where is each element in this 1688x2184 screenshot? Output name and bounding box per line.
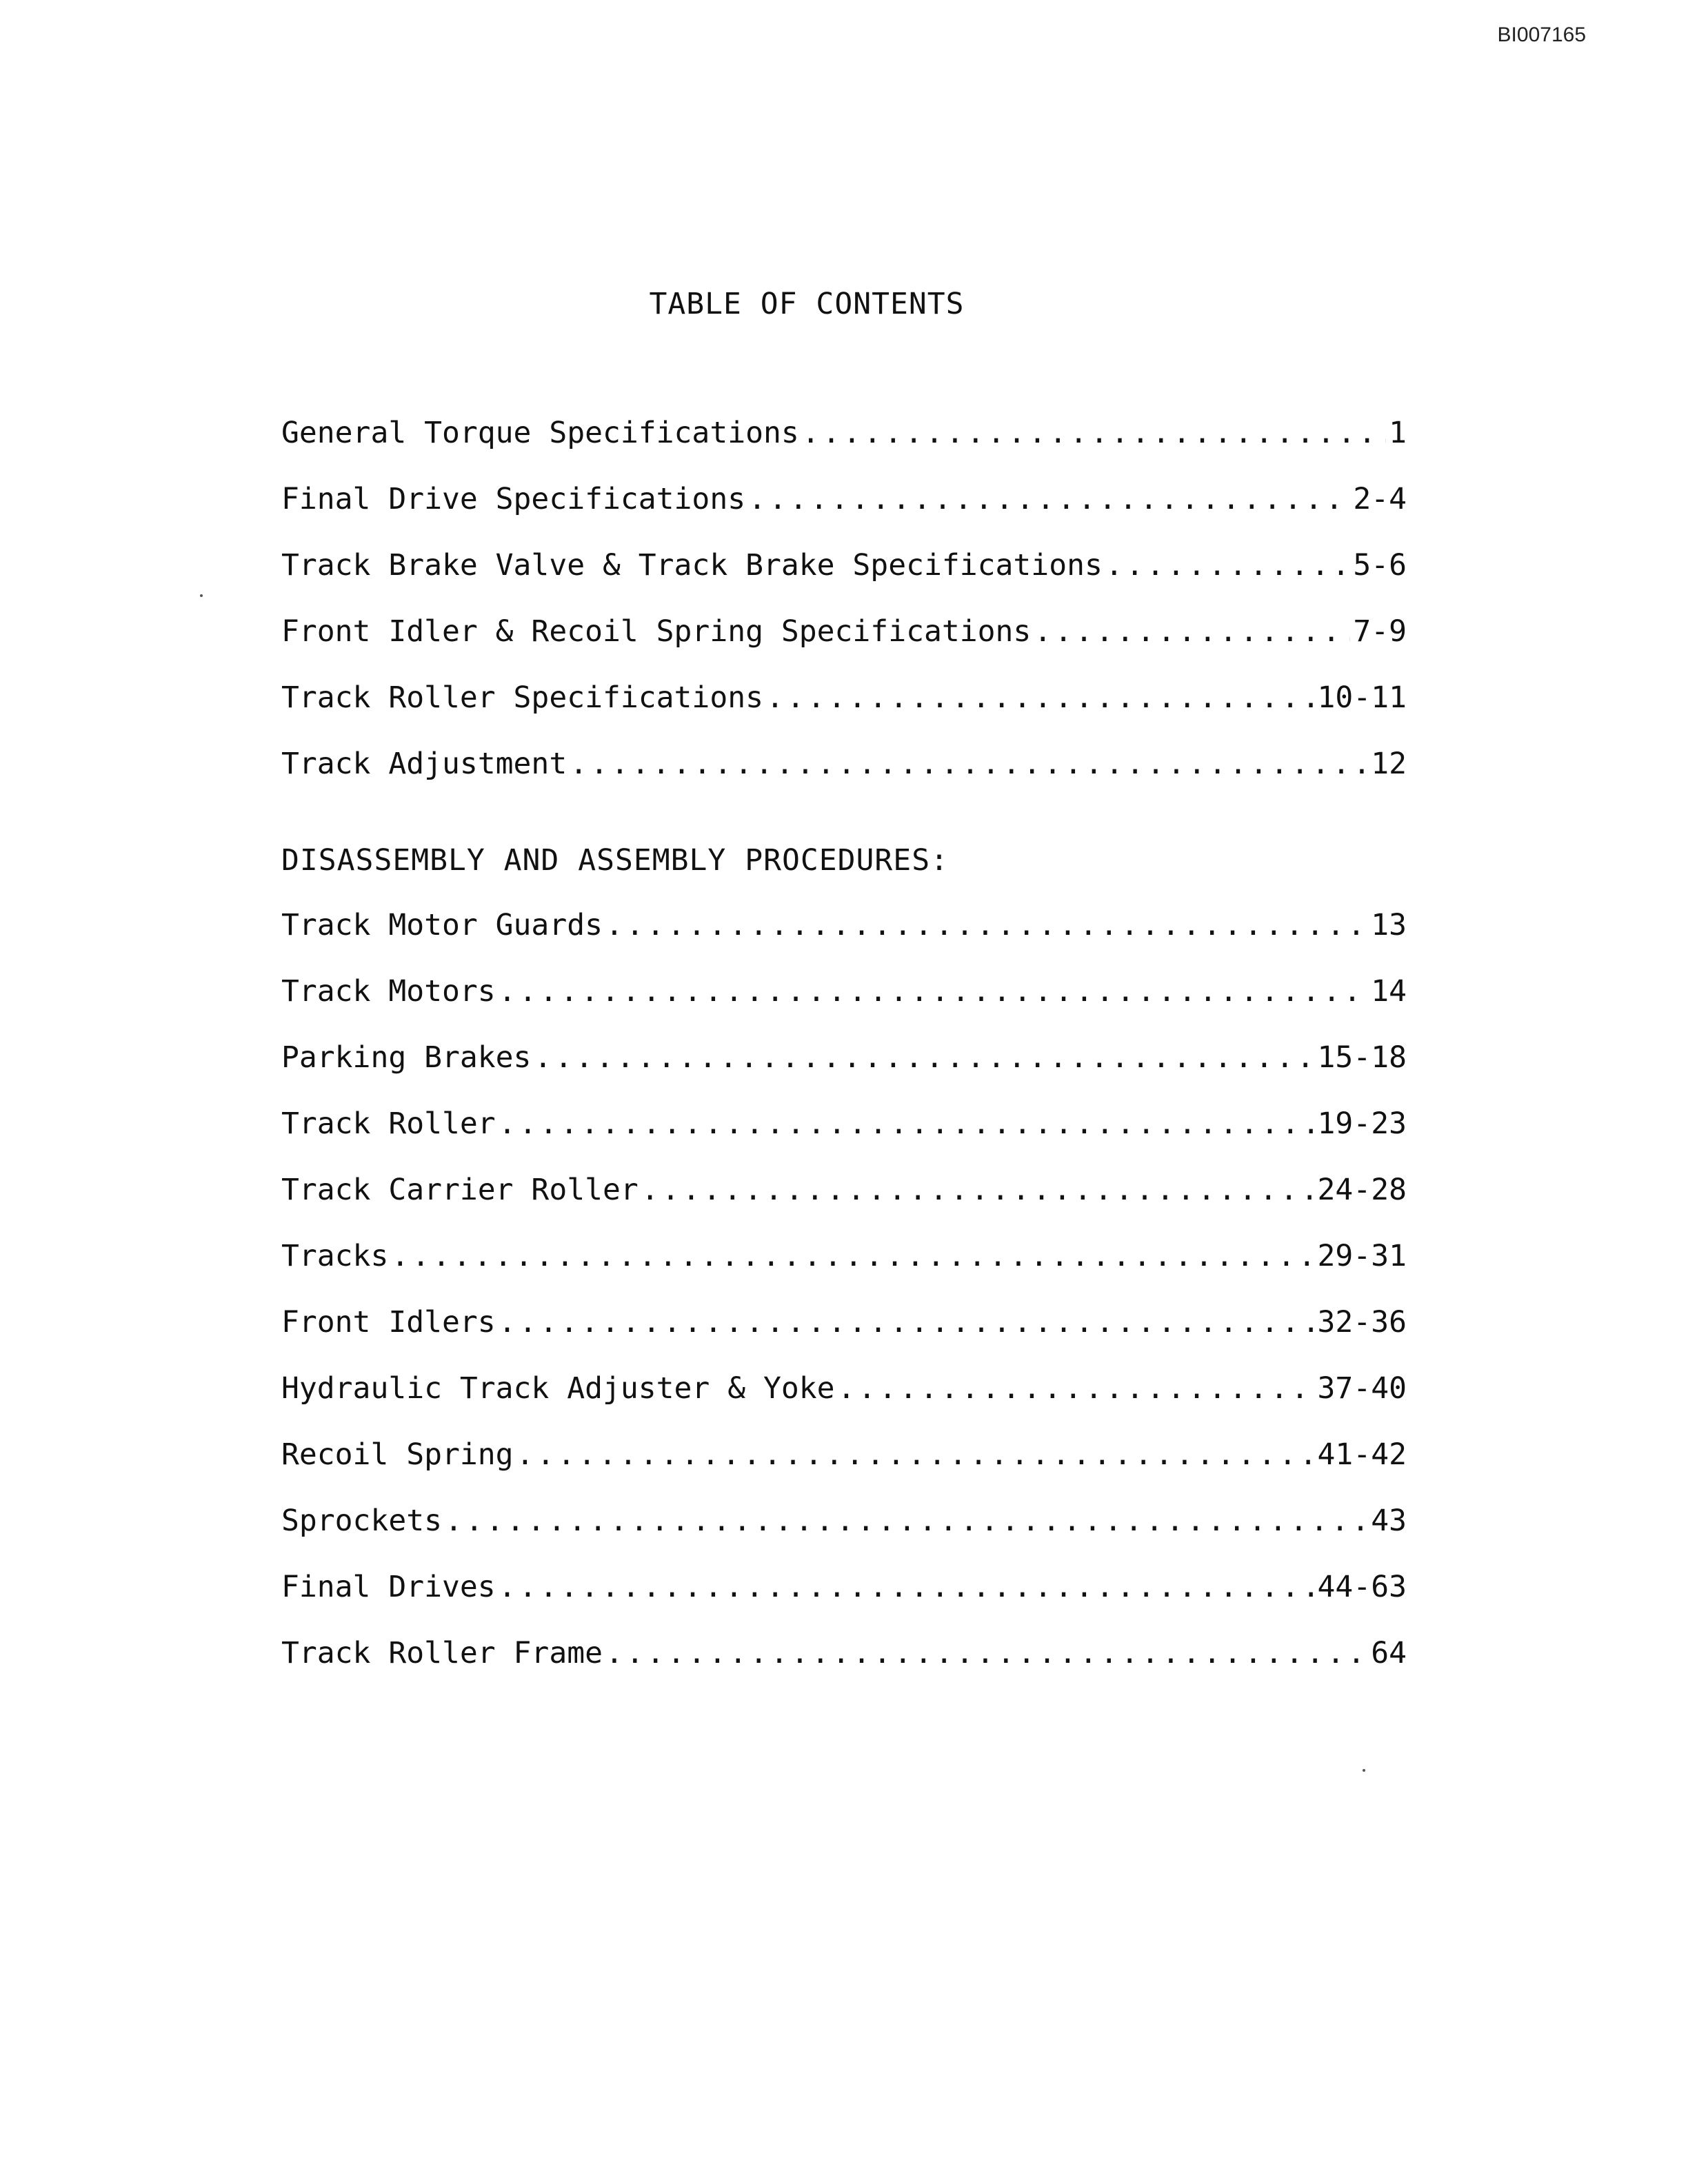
toc-entry-label: Front Idlers [281,1305,496,1339]
toc-entry-label: Track Roller [281,1106,496,1141]
toc-entry-label: Track Motors [281,974,496,1009]
dot-leader [391,1237,1314,1275]
toc-entry-label: Track Carrier Roller [281,1173,639,1207]
toc-entry [281,1435,1407,1474]
toc-entry-label: Track Adjustment [281,747,567,781]
dot-leader [605,1634,1368,1672]
toc-entry-page: 1 [1389,416,1407,450]
toc-entry-label: Final Drives [281,1570,496,1604]
dot-leader [445,1502,1368,1540]
toc-entry-page: 32-36 [1317,1305,1407,1339]
dot-leader [766,678,1315,717]
toc-entry [281,546,1407,585]
toc-entry-page: 12 [1371,747,1407,781]
dot-leader [605,906,1368,944]
toc-entry-page: 41-42 [1317,1437,1407,1472]
toc-entry-label: Track Motor Guards [281,908,603,942]
scan-speck [200,594,203,597]
toc-entry-page: 5-6 [1353,548,1407,583]
toc-entry-page: 15-18 [1317,1040,1407,1075]
toc-entry [281,678,1407,717]
dot-leader [516,1435,1315,1474]
toc-entry-page: 37-40 [1317,1371,1407,1406]
dot-leader [570,745,1368,783]
dot-leader [641,1171,1315,1209]
document-id: BI007165 [1497,23,1586,46]
toc-entry-label: Track Brake Valve & Track Brake Specifications [281,548,1103,583]
toc-entry-label: Final Drive Specifications [281,482,746,516]
toc-entry [281,906,1407,944]
toc-entry [281,1303,1407,1342]
scan-speck [1363,1769,1365,1772]
toc-entry-label: Track Roller Specifications [281,680,763,715]
toc-entry [281,1171,1407,1209]
toc-entry-page: 14 [1371,974,1407,1009]
toc-entry-label: Tracks [281,1239,389,1273]
dot-leader [838,1369,1315,1408]
toc-entry [281,1502,1407,1540]
toc-entry-label: Track Roller Frame [281,1636,603,1670]
dot-leader [534,1038,1314,1077]
dot-leader [1034,612,1350,651]
toc-entry [281,1568,1407,1606]
toc-entry [281,414,1407,452]
dot-leader [1105,546,1350,585]
toc-entry-page: 64 [1371,1636,1407,1670]
dot-leader [499,972,1369,1011]
dot-leader [802,414,1386,452]
dot-leader [499,1568,1315,1606]
toc-entry-page: 10-11 [1317,680,1407,715]
toc-entry [281,1369,1407,1408]
dot-leader [499,1303,1315,1342]
toc-entry-page: 43 [1371,1504,1407,1538]
specifications-list [281,414,1407,811]
toc-entry-page: 29-31 [1317,1239,1407,1273]
toc-entry-label: Sprockets [281,1504,442,1538]
toc-entry [281,1634,1407,1672]
dot-leader [748,480,1350,518]
toc-entry-page: 2-4 [1353,482,1407,516]
toc-entry [281,1237,1407,1275]
toc-entry-label: Hydraulic Track Adjuster & Yoke [281,1371,835,1406]
toc-entry-page: 13 [1371,908,1407,942]
toc-entry [281,1038,1407,1077]
procedures-heading: DISASSEMBLY AND ASSEMBLY PROCEDURES: [281,843,949,878]
procedures-list [281,906,1407,1700]
toc-entry-label: Parking Brakes [281,1040,532,1075]
toc-entry-page: 19-23 [1317,1106,1407,1141]
toc-entry [281,1104,1407,1143]
page-title: TABLE OF CONTENTS [649,287,965,321]
toc-entry-label: General Torque Specifications [281,416,799,450]
toc-entry [281,612,1407,651]
toc-entry [281,480,1407,518]
toc-entry-page: 44-63 [1317,1570,1407,1604]
toc-entry-page: 7-9 [1353,614,1407,649]
toc-entry [281,972,1407,1011]
toc-entry [281,745,1407,783]
dot-leader [499,1104,1315,1143]
toc-entry-label: Front Idler & Recoil Spring Specifications [281,614,1032,649]
toc-entry-page: 24-28 [1317,1173,1407,1207]
toc-entry-label: Recoil Spring [281,1437,514,1472]
